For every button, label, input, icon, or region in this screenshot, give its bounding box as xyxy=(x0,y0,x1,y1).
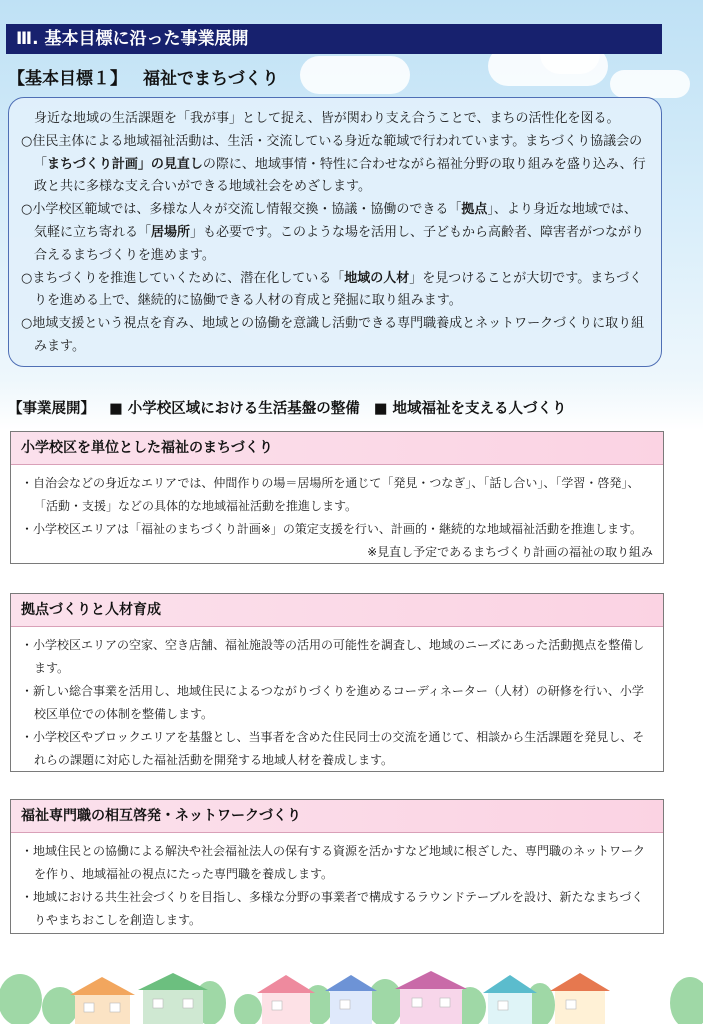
goal-title xyxy=(8,64,279,89)
bullet-item: ・地域住民との協働による解決や社会福祉法人の保有する資源を活かすなど地域に根ざした、専門職のネットワークを作り、地域福祉の視点にたった専門職を養成します。 xyxy=(21,844,646,881)
house-icon xyxy=(70,971,610,1024)
section-school-district xyxy=(10,431,664,564)
section-title: 福祉専門職の相互啓発・ネットワークづくり xyxy=(11,800,663,833)
bullet-item: ・小学校区やブロックエリアを基盤とし、当事者を含めた住民同士の交流を通じて、相談から生活課題を発見し、それらの課題に対応した福祉活動を開発する地域人材を養成します。 xyxy=(21,730,645,767)
town-illustration xyxy=(0,955,703,1024)
section-body xyxy=(11,833,663,940)
section-professional-network xyxy=(10,799,664,934)
development-header xyxy=(8,397,581,418)
development-item: ■ 地域福祉を支える人づくり xyxy=(373,401,567,417)
bullet-item: ・小学校区エリアは「福祉のまちづくり計画※」の策定支援を行い、計画的・継続的な地域福祉活動を推進します。 xyxy=(21,522,642,536)
section-note: ※見直し予定であるまちづくり計画の福祉の取り組み xyxy=(367,545,653,559)
section-title: 拠点づくりと人材育成 xyxy=(11,594,663,627)
section-base-and-talent xyxy=(10,593,664,772)
goal-box xyxy=(8,97,662,367)
bullet-item: ・小学校区エリアの空家、空き店舗、福祉施設等の活用の可能性を調査し、地域のニーズにあった活動拠点を整備します。 xyxy=(21,638,645,675)
section-body xyxy=(11,627,663,780)
bullet-item: ・自治会などの身近なエリアでは、仲間作りの場＝居場所を通じて「発見・つなぎ」、「話し合い」、「学習・啓発」、「活動・支援」などの具体的な地域福祉活動を推進します。 xyxy=(21,476,640,513)
bullet-item: ・新しい総合事業を活用し、地域住民によるつながりづくりを進めるコーディネーター（人材）の研修を行い、小学校区単位での体制を整備します。 xyxy=(21,684,644,721)
development-label: 【事業展開】 xyxy=(8,401,95,417)
development-item: ■ 小学校区域における生活基盤の整備 xyxy=(109,401,360,417)
bullet-item: ・地域における共生社会づくりを目指し、多様な分野の事業者で構成するラウンドテーブルを設け、新たなまちづくりやまちおこしを創造します。 xyxy=(21,890,644,927)
goal-intro: 身近な地域の生活課題を「我が事」として捉え、皆が関わり支え合うことで、まちの活性化を図る。 xyxy=(34,111,620,126)
page-header: Ⅲ. 基本目標に沿った事業展開 xyxy=(6,24,662,54)
cloud-icon xyxy=(610,70,690,98)
goal-label: 【基本目標１】 xyxy=(8,69,127,89)
section-body xyxy=(11,465,663,572)
goal-item: ○小学校区範域では、多様な人々が交流し情報交換・協議・協働のできる「拠点」、より身近な地域では、気軽に立ち寄れる「居場所」も必要です。このような場を活用し、子どもから高齢者、障害者がつながり合えるまちづくりを進めます。 xyxy=(21,202,644,263)
cloud-icon xyxy=(300,56,410,94)
goal-item: ○地域支援という視点を育み、地域との協働を意識し活動できる専門職養成とネットワークづくりに取り組みます。 xyxy=(21,316,645,354)
section-title: 小学校区を単位とした福祉のまちづくり xyxy=(11,432,663,465)
goal-item: ○住民主体による地域福祉活動は、生活・交流している身近な範域で行われています。まちづくり協議会の「まちづくり計画」の見直しの際に、地域事情・特性に合わせながら福祉分野の取り組みを盛り込み、行政と共に多様な支え合いができる地域社会をめざします。 xyxy=(21,133,646,195)
goal-item: ○まちづくりを推進していくために、潜在化している「地域の人材」を見つけることが大切です。まちづくりを進める上で、継続的に協働できる人材の育成と発掘に取り組みます。 xyxy=(21,270,643,309)
goal-name: 福祉でまちづくり xyxy=(143,69,279,89)
